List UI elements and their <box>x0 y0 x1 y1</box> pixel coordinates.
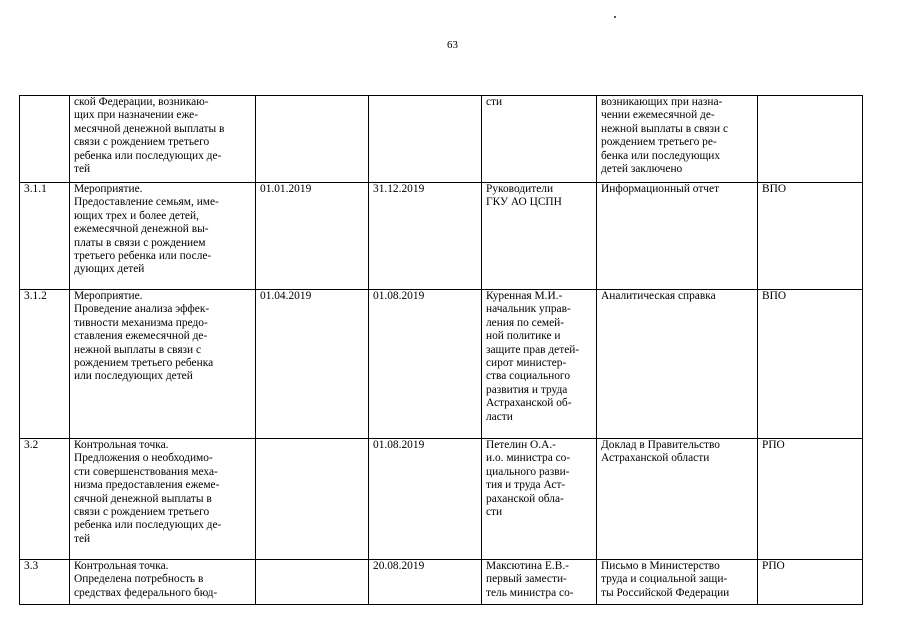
table-row <box>20 290 863 439</box>
cell-level: ВПО <box>758 183 863 290</box>
cell-result: Доклад в Правительство Астраханской области <box>597 439 758 560</box>
cell-number: 3.3 <box>20 560 70 605</box>
scan-speck <box>614 16 616 18</box>
cell-level: РПО <box>758 560 863 605</box>
cell-start-date: 01.04.2019 <box>256 290 369 439</box>
page-number: 63 <box>447 39 458 51</box>
cell-result: Письмо в Министерство труда и социальной защи- ты Российской Федерации <box>597 560 758 605</box>
cell-number <box>20 96 70 183</box>
cell-activity: ской Федерации, возникаю- щих при назначении еже- месячной денежной выплаты в связи с рождением третьего ребенка или последующих де- тей <box>70 96 256 183</box>
cell-level <box>758 96 863 183</box>
plan-table <box>19 95 863 605</box>
cell-activity: Контрольная точка. Определена потребность в средствах федерального бюд- <box>70 560 256 605</box>
cell-number: 3.1.1 <box>20 183 70 290</box>
cell-responsible: Петелин О.А.- и.о. министра со- циального разви- тия и труда Аст- раханской обла- сти <box>482 439 597 560</box>
table-row <box>20 96 863 183</box>
table-row <box>20 560 863 605</box>
cell-result: возникающих при назна- чении ежемесячной де- нежной выплаты в связи с рождением третьего ре- бенка или последующих детей заключено <box>597 96 758 183</box>
cell-level: РПО <box>758 439 863 560</box>
cell-start-date <box>256 439 369 560</box>
cell-start-date: 01.01.2019 <box>256 183 369 290</box>
cell-responsible: Руководители ГКУ АО ЦСПН <box>482 183 597 290</box>
cell-responsible: Куренная М.И.- начальник управ- ления по семей- ной политике и защите прав детей- сирот министер- ства социального развития и труда Астраханской об- ласти <box>482 290 597 439</box>
cell-end-date: 01.08.2019 <box>369 290 482 439</box>
cell-result: Информационный отчет <box>597 183 758 290</box>
cell-activity: Мероприятие. Проведение анализа эффек- тивности механизма предо- ставления ежемесячной де- нежной выплаты в связи с рождением третьего ребенка или последующих детей <box>70 290 256 439</box>
cell-result: Аналитическая справка <box>597 290 758 439</box>
cell-start-date <box>256 560 369 605</box>
cell-end-date: 01.08.2019 <box>369 439 482 560</box>
cell-start-date <box>256 96 369 183</box>
cell-activity: Мероприятие. Предоставление семьям, име- ющих трех и более детей, ежемесячной денежной вы- платы в связи с рождением третьего ребенка или после- дующих детей <box>70 183 256 290</box>
cell-end-date: 20.08.2019 <box>369 560 482 605</box>
cell-activity: Контрольная точка. Предложения о необходимо- сти совершенствования меха- низма предоставления ежеме- сячной денежной выплаты в связи с рождением третьего ребенка или последующих де- тей <box>70 439 256 560</box>
cell-end-date <box>369 96 482 183</box>
cell-end-date: 31.12.2019 <box>369 183 482 290</box>
cell-level: ВПО <box>758 290 863 439</box>
cell-responsible: сти <box>482 96 597 183</box>
cell-number: 3.2 <box>20 439 70 560</box>
cell-number: 3.1.2 <box>20 290 70 439</box>
cell-responsible: Максютина Е.В.- первый замести- тель министра со- <box>482 560 597 605</box>
table-row <box>20 183 863 290</box>
table-row <box>20 439 863 560</box>
